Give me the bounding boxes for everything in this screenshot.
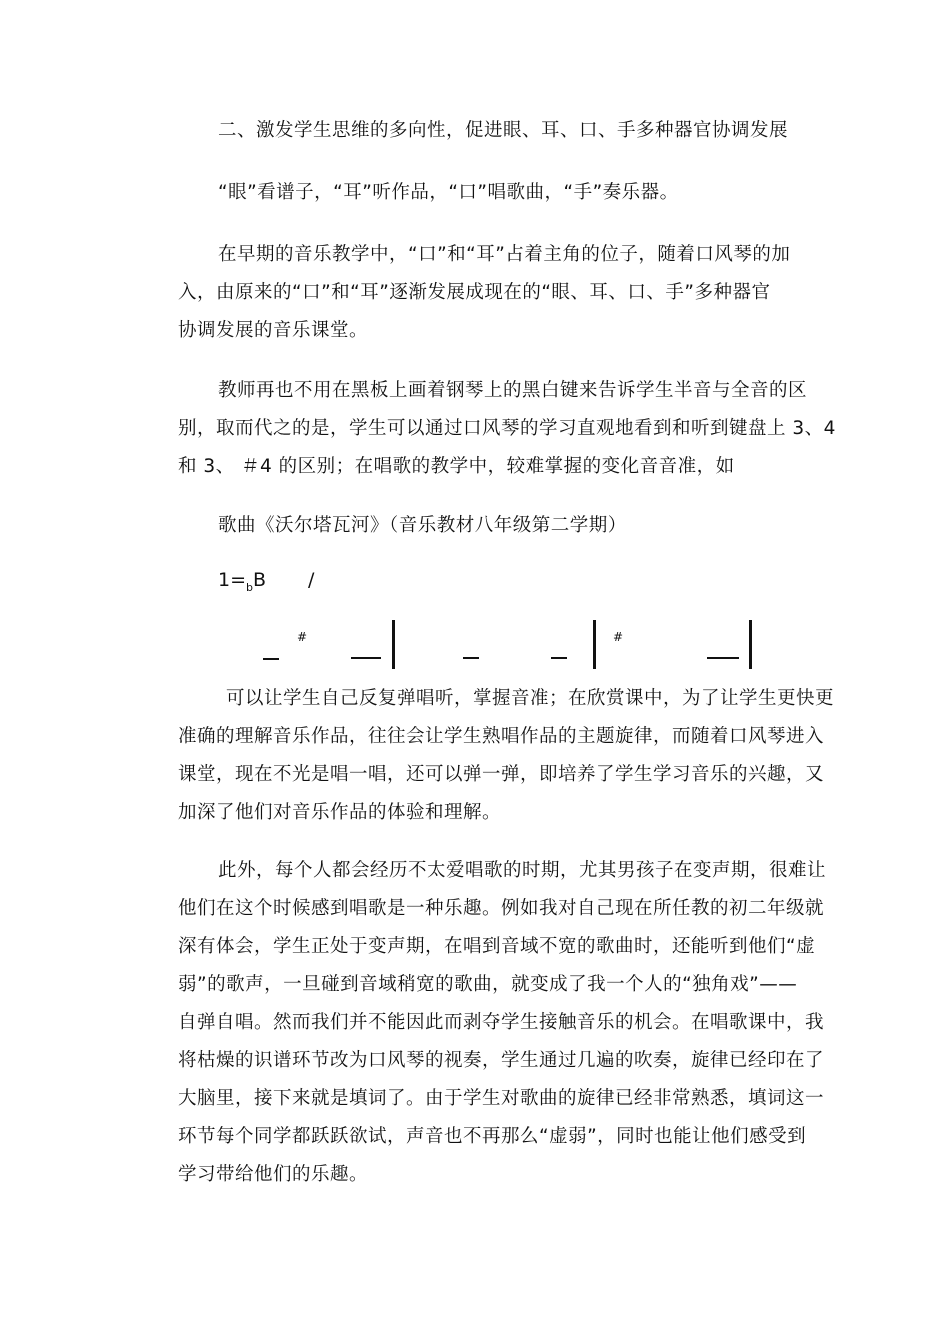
paragraph-line: 和 3、 ＃4 的区别；在唱歌的教学中，较难掌握的变化音音准，如 [178, 456, 735, 477]
key-slash: / [308, 569, 315, 591]
paragraph-line: 协调发展的音乐课堂。 [178, 320, 369, 341]
paragraph-line: 加深了他们对音乐作品的体验和理解。 [178, 802, 502, 823]
bar-line [749, 620, 752, 669]
paragraph-line: 可以让学生自己反复弹唱听，掌握音准；在欣赏课中，为了让学生更快更 [226, 688, 835, 709]
paragraph-line: 此外，每个人都会经历不太爱唱歌的时期，尤其男孩子在变声期，很难让 [218, 860, 827, 881]
paragraph-line: 在早期的音乐教学中，“口”和“耳”占着主角的位子，随着口风琴的加 [218, 244, 791, 265]
bar-line [392, 620, 395, 669]
paragraph-4 [178, 852, 828, 1194]
paragraph-3 [178, 680, 835, 832]
underline-dash [551, 657, 567, 659]
paragraph-line: 他们在这个时候感到唱歌是一种乐趣。例如我对自己现在所任教的初二年级就 [178, 898, 825, 919]
underline-dash [463, 657, 479, 659]
paragraph-line: 课堂，现在不光是唱一唱，还可以弹一弹，即培养了学生学习音乐的兴趣，又 [178, 764, 825, 785]
paragraph-line: 环节每个同学都跃跃欲试，声音也不再那么“虚弱”，同时也能让他们感受到 [178, 1126, 807, 1147]
underline-dash [351, 657, 381, 659]
paragraph-line: 弱”的歌声，一旦碰到音域稍宽的歌曲，就变成了我一个人的“独角戏”—— [178, 974, 798, 995]
paragraph-line: 教师再也不用在黑板上画着钢琴上的黑白键来告诉学生半音与全音的区 [218, 380, 808, 401]
key-signature [218, 566, 315, 597]
underline-dash [263, 658, 279, 660]
paragraph-1 [178, 236, 828, 350]
senses-text: “眼”看谱子，“耳”听作品，“口”唱歌曲，“手”奏乐器。 [218, 182, 679, 203]
paragraph-line: 大脑里，接下来就是填词了。由于学生对歌曲的旋律已经非常熟悉，填词这一 [178, 1088, 825, 1109]
flat-symbol: b [246, 581, 253, 594]
paragraph-line: 将枯燥的识谱环节改为口风琴的视奏，学生通过几遍的吹奏，旋律已经印在了 [178, 1050, 825, 1071]
song-title-text: 歌曲《沃尔塔瓦河》（音乐教材八年级第二学期） [218, 515, 627, 536]
paragraph-line: 自弹自唱。然而我们并不能因此而剥夺学生接触音乐的机会。在唱歌课中，我 [178, 1012, 825, 1033]
song-title-line [218, 507, 828, 545]
section-heading [218, 112, 828, 150]
senses-line [218, 174, 828, 212]
paragraph-line: 学习带给他们的乐趣。 [178, 1164, 369, 1185]
paragraph-line: 深有体会，学生正处于变声期，在唱到音域不宽的歌曲时，还能听到他们“虚 [178, 936, 816, 957]
heading-text: 二、激发学生思维的多向性，促进眼、耳、口、手多种器官协调发展 [218, 120, 789, 141]
music-notation [255, 618, 775, 673]
key-note: B [253, 569, 267, 591]
paragraph-line: 入，由原来的“口”和“耳”逐渐发展成现在的“眼、耳、口、手”多种器官 [178, 282, 771, 303]
paragraph-2 [178, 372, 836, 486]
sharp-mark: # [613, 630, 624, 644]
sharp-mark: # [297, 630, 308, 644]
key-prefix: 1= [218, 569, 247, 591]
paragraph-line: 别，取而代之的是，学生可以通过口风琴的学习直观地看到和听到键盘上 3、4 [178, 418, 836, 439]
paragraph-line: 准确的理解音乐作品，往往会让学生熟唱作品的主题旋律，而随着口风琴进入 [178, 726, 825, 747]
underline-dash [707, 657, 739, 659]
bar-line [593, 620, 596, 669]
